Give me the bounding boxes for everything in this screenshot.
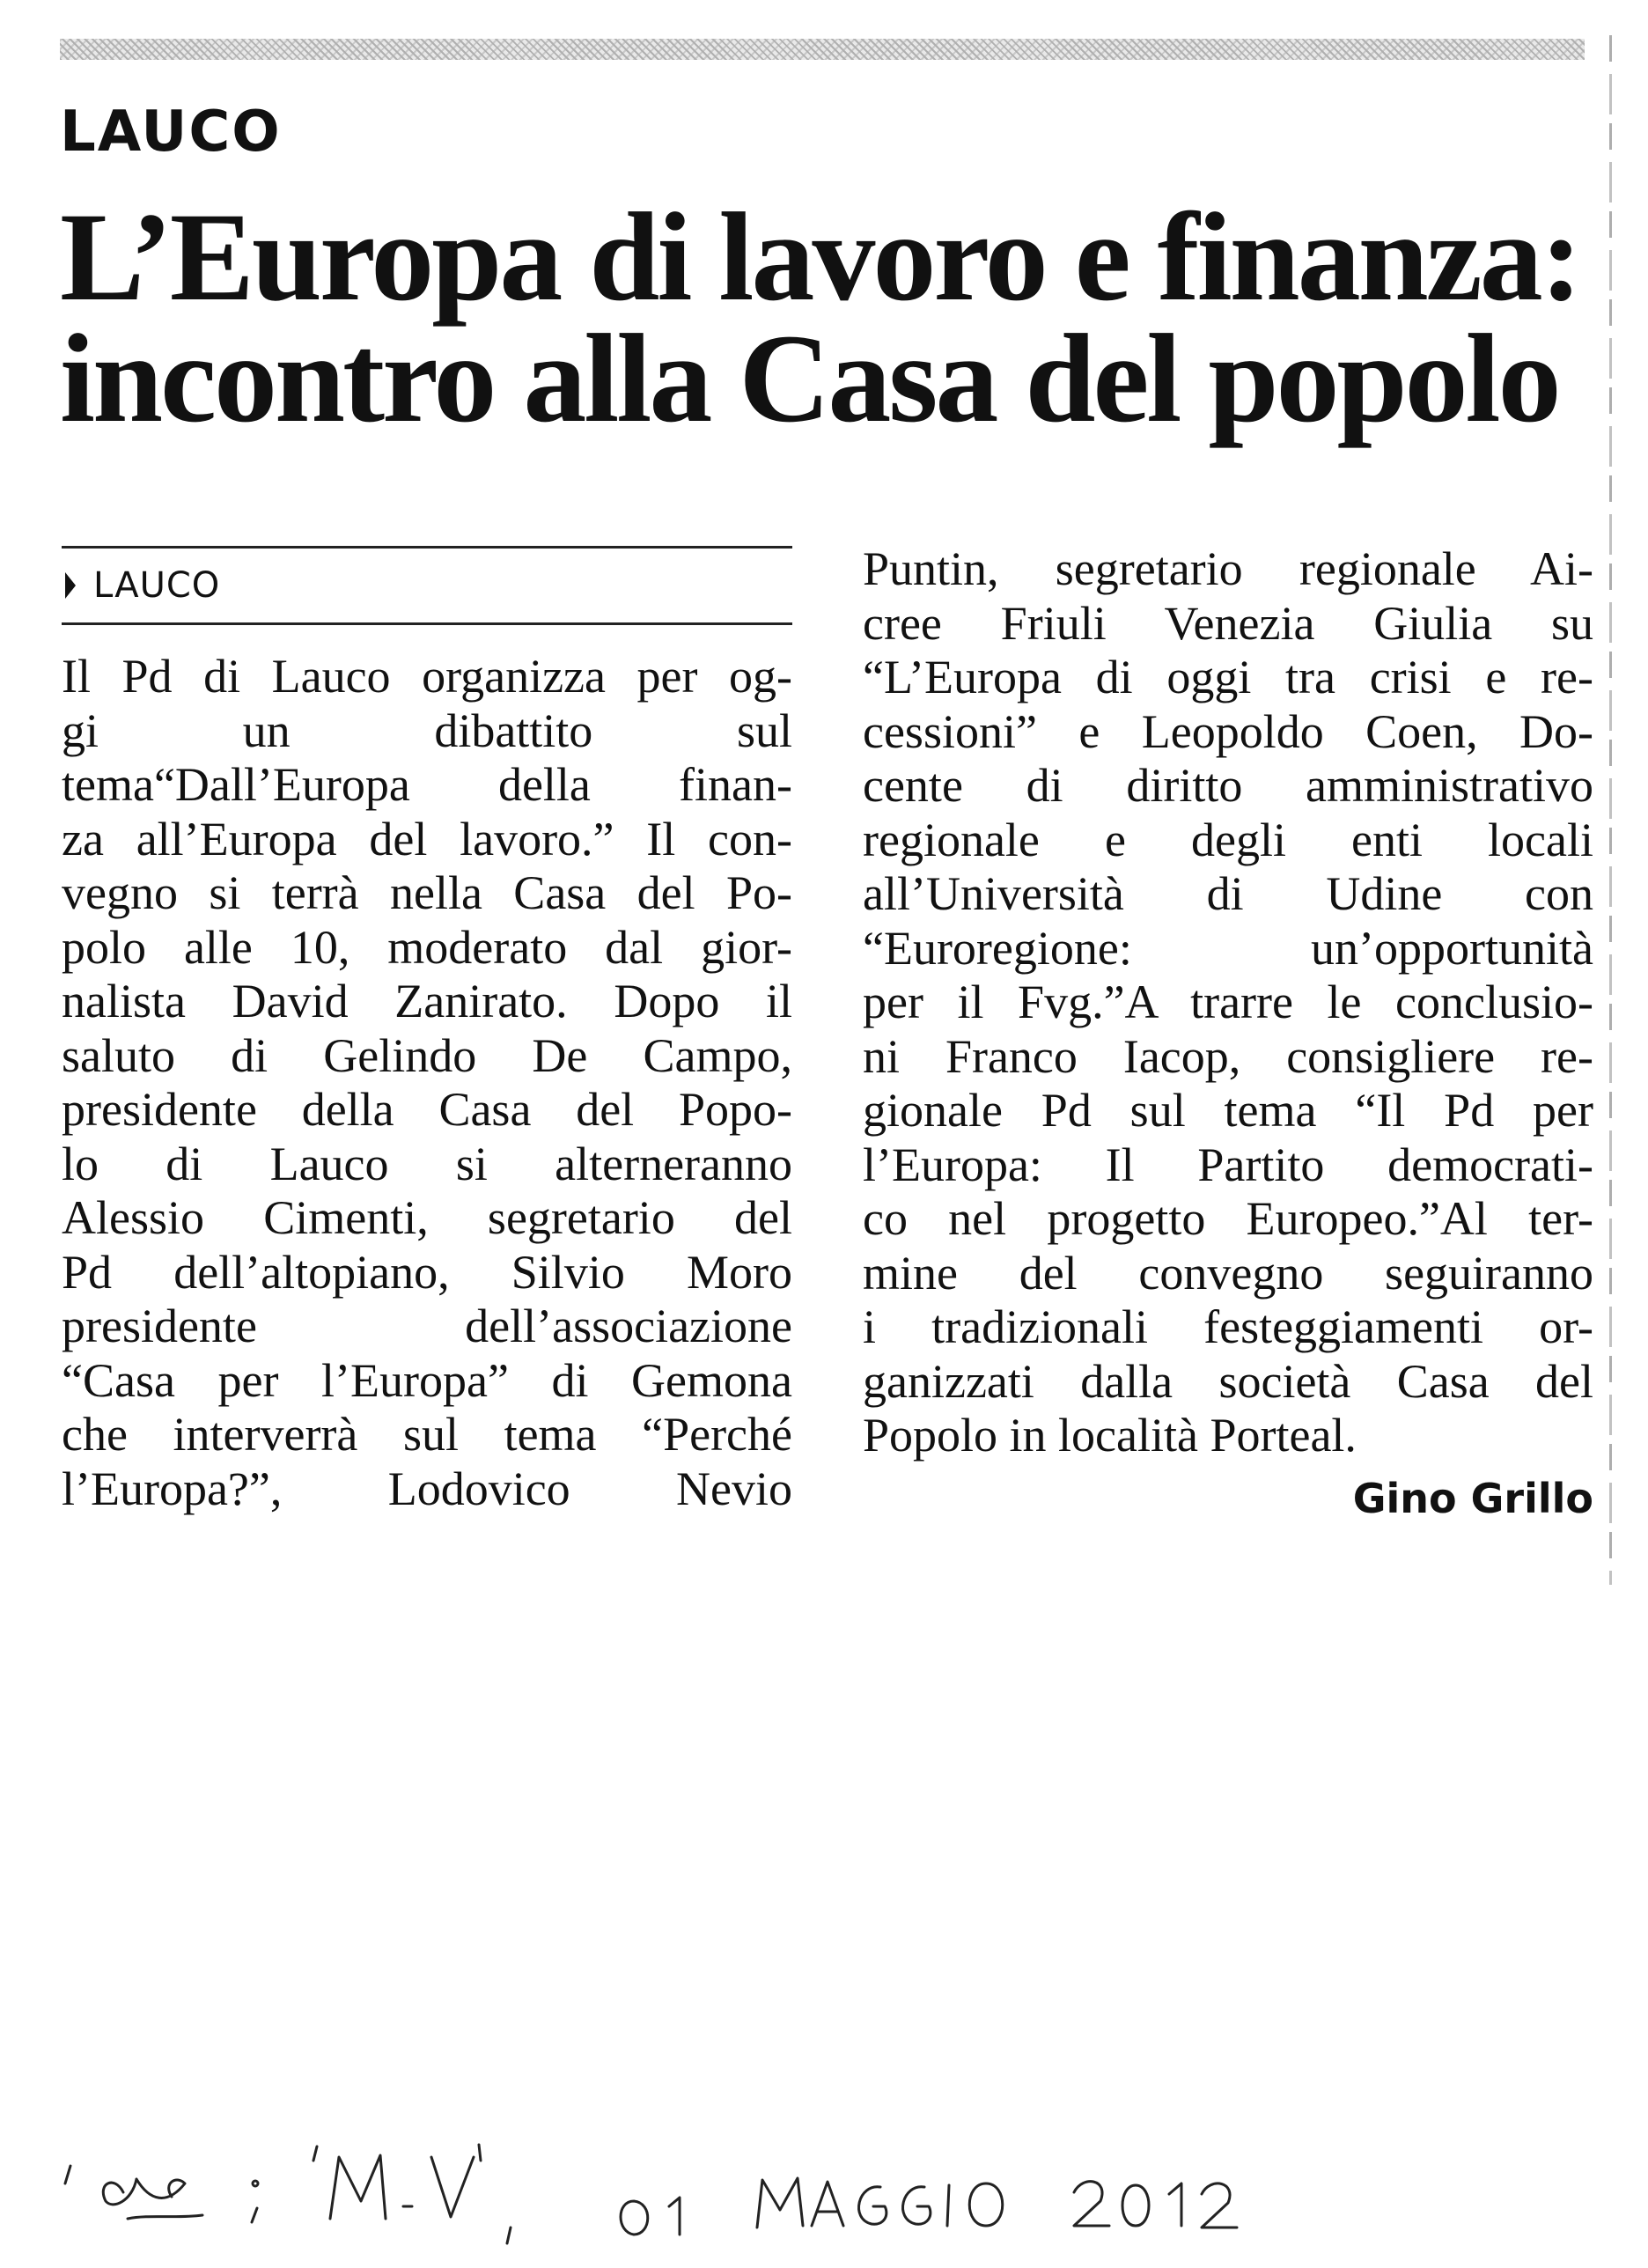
byline: Gino Grillo	[1352, 1474, 1593, 1522]
body-text-line: “Casa per l’Europa” di Gemona	[62, 1353, 792, 1407]
body-text-line: ganizzati dalla società Casa del	[863, 1354, 1593, 1408]
body-text-line: polo alle 10, moderato dal gior-	[62, 920, 792, 974]
body-text-line: cree Friuli Venezia Giulia su	[863, 596, 1593, 650]
body-text-line: Puntin, segretario regionale Ai-	[863, 542, 1593, 595]
section-label	[62, 549, 792, 622]
body-text-line: saluto di Gelindo De Campo,	[62, 1028, 792, 1082]
section-label-text: LAUCO	[93, 565, 221, 606]
handwritten-source-note	[53, 2131, 1549, 2245]
body-text-line: ni Franco Iacop, consigliere re-	[863, 1029, 1593, 1083]
location-kicker: LAUCO	[60, 99, 282, 165]
scan-top-band	[60, 39, 1585, 60]
body-text-line: vegno si terrà nella Casa del Po-	[62, 866, 792, 919]
body-text-line: lo di Lauco si alterneranno	[62, 1137, 792, 1190]
body-text-line: cente di diritto amministrativo	[863, 759, 1593, 812]
scan-edge-line	[1609, 35, 1612, 1585]
body-text-line: mine del convegno seguiranno	[863, 1246, 1593, 1300]
body-text-line: presidente della Casa del Popo-	[62, 1083, 792, 1136]
body-text-line: gi un dibattito sul	[62, 703, 792, 757]
body-text-line: tema“Dall’Europa della finan-	[62, 758, 792, 811]
body-text-line: che interverrà sul tema “Perché	[62, 1408, 792, 1461]
article-column-right	[863, 542, 1593, 1528]
body-text-line: Popolo in località Porteal.	[863, 1409, 1357, 1462]
body-text-line: cessioni” e Leopoldo Coen, Do-	[863, 704, 1593, 758]
body-text-line: Alessio Cimenti, segretario del	[62, 1191, 792, 1244]
body-text-line: regionale e degli enti locali	[863, 813, 1593, 866]
headline	[60, 188, 1592, 449]
body-text-line: gionale Pd sul tema “Il Pd per	[863, 1084, 1593, 1137]
article-column-left	[62, 546, 792, 1516]
body-text-line: l’Europa?”, Lodovico Nevio	[62, 1462, 792, 1515]
body-text-line: “L’Europa di oggi tra crisi e re-	[863, 651, 1593, 703]
body-text-line: Il Pd di Lauco organizza per og-	[62, 650, 792, 703]
body-text-line: i tradizionali festeggiamenti or-	[863, 1300, 1593, 1353]
body-text-left	[62, 650, 792, 1516]
body-text-line: nalista David Zanirato. Dopo il	[62, 975, 792, 1027]
bullet-arrow-icon	[65, 572, 76, 599]
body-text-line: co nel progetto Europeo.”Al ter-	[863, 1192, 1593, 1245]
body-text-line: per il Fvg.”A trarre le conclusio-	[863, 976, 1593, 1028]
headline-line: incontro alla Casa del popolo	[60, 309, 1559, 449]
headline-line: L’Europa di lavoro e finanza:	[60, 188, 1580, 328]
body-text-line: “Euroregione: un’opportunità	[863, 921, 1593, 975]
handwritten-note-text: da: “M.V.”, 01 MAGGIO 2012	[53, 2131, 66, 2132]
body-text-line: presidente dell’associazione	[62, 1300, 792, 1352]
body-text-right	[863, 542, 1593, 1463]
body-text-line: all’Università di Udine con	[863, 867, 1593, 920]
body-text-line: l’Europa: Il Partito democrati-	[863, 1138, 1593, 1191]
body-text-line: za all’Europa del lavoro.” Il con-	[62, 812, 792, 865]
body-text-line: Pd dell’altopiano, Silvio Moro	[62, 1245, 792, 1299]
